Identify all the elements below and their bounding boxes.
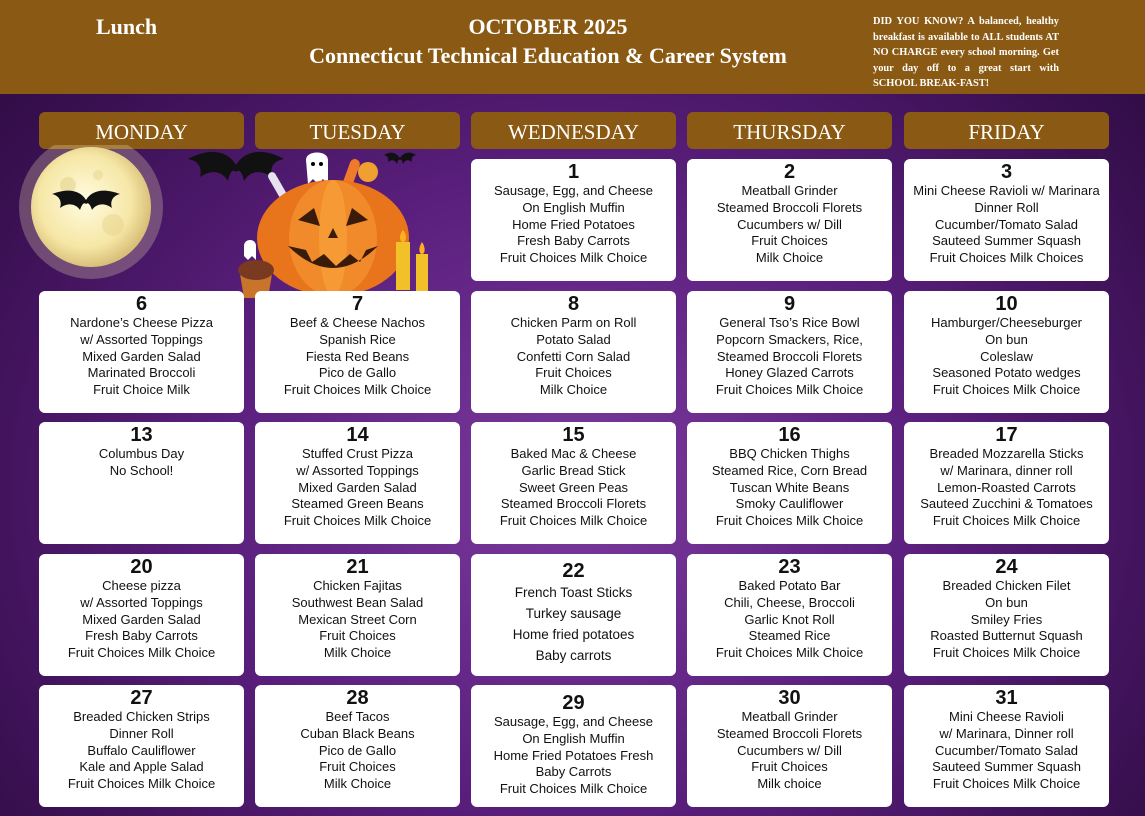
menu-item: Mixed Garden Salad [82,348,201,364]
menu-item: BBQ Chicken Thighs [729,446,850,461]
menu-item: Mini Cheese Ravioli [949,709,1064,724]
menu-item: Baked Mac & Cheese [510,446,637,461]
day-cell-21 [255,554,460,676]
menu-item: w/ Assorted Toppings [80,594,203,610]
menu-item: Chicken Parm on Roll [510,315,637,330]
menu-item: Steamed Rice [748,628,831,644]
day-cell-8 [471,291,676,413]
menu-item: Fruit Choices Milk Choice [283,513,432,529]
menu-item: Cucumbers w/ Dill [737,742,842,758]
menu-item: On English Muffin [522,199,625,215]
breakfast-notice: DID YOU KNOW? A balanced, healthy breakfast is available to ALL students AT NO CHARGE every school morning. Get your day off to a great start with SCHOOL BREAK-FAST! [873,16,1059,89]
day-number: 1 [567,161,580,183]
menu-item: Breaded Chicken Strips [73,709,210,724]
menu-item: Fruit Choices Milk Choice [932,776,1081,792]
menu-item: Popcorn Smackers, Rice, [716,331,863,347]
menu-item: Lemon-Roasted Carrots [937,479,1076,495]
day-cell-23 [687,554,892,676]
day-number: 6 [135,293,148,315]
menu-item: On bun [985,594,1028,610]
calendar-month-title: OCTOBER 2025 [468,14,628,39]
menu-item: Sweet Green Peas [518,479,629,495]
menu-item: Sauteed Summer Squash [932,233,1081,249]
menu-item: Milk Choice [755,250,824,266]
menu-item: Turkey sausage [525,606,622,621]
menu-item: Beef Tacos [325,709,390,724]
menu-item: Mixed Garden Salad [298,479,417,495]
day-cell-16 [687,422,892,544]
day-number: 2 [783,161,796,183]
menu-item: No School! [109,462,174,478]
day-cell-20 [39,554,244,676]
menu-item: Fruit Choices Milk Choice [932,513,1081,529]
menu-item: Chili, Cheese, Broccoli [724,594,855,610]
menu-item: Steamed Rice, Corn Bread [711,462,868,478]
menu-item: Cucumber/Tomato Salad [934,742,1079,758]
menu-item: Cuban Black Beans [300,725,415,741]
menu-item: Chicken Fajitas [313,578,402,593]
day-number: 8 [567,293,580,315]
weekday-header-friday: FRIDAY [904,112,1109,149]
day-cell-22 [471,554,676,676]
day-cell-1 [471,159,676,281]
menu-item: Fiesta Red Beans [305,348,410,364]
menu-item: Steamed Broccoli Florets [500,496,647,512]
day-number: 9 [783,293,796,315]
menu-item: Southwest Bean Salad [291,594,424,610]
menu-item: Fruit Choices [319,759,396,775]
day-cell-30 [687,685,892,807]
menu-item: Fruit Choices [535,365,612,381]
day-cell-9 [687,291,892,413]
day-number: 16 [778,424,801,446]
menu-item: Nardone’s Cheese Pizza [70,315,213,330]
menu-item: Fruit Choices [751,759,828,775]
menu-item: Meatball Grinder [741,183,838,198]
menu-item: Marinated Broccoli [87,365,196,381]
day-number: 10 [995,293,1018,315]
menu-item: On English Muffin [522,730,625,746]
menu-item: Steamed Broccoli Florets [716,725,863,741]
menu-item: Fresh Baby Carrots [85,628,198,644]
menu-item: Fruit Choices Milk Choice [67,645,216,661]
menu-item: Milk choice [757,776,822,792]
menu-item: Beef & Cheese Nachos [289,315,426,330]
day-number: 27 [130,687,153,709]
day-number: 30 [778,687,801,709]
school-system-title: Connecticut Technical Education & Career System [309,43,787,68]
menu-item: Mexican Street Corn [298,611,417,627]
menu-item: Home fried potatoes [512,627,635,642]
weekday-header-tuesday: TUESDAY [255,112,460,149]
day-cell-7 [255,291,460,413]
lunch-label: Lunch [96,14,158,39]
day-cell-24 [904,554,1109,676]
menu-item: Fruit Choices Milk Choice [283,382,432,398]
menu-item: Tuscan White Beans [729,479,850,495]
menu-item: Breaded Chicken Filet [942,578,1071,593]
bat-icon [50,186,122,216]
menu-item: Smiley Fries [970,611,1043,627]
day-cell-17 [904,422,1109,544]
menu-item: Spanish Rice [319,331,396,347]
menu-item: Milk Choice [539,382,608,398]
menu-item: Home Fried Potatoes Fresh [493,747,654,763]
day-cell-14 [255,422,460,544]
menu-item: Sauteed Summer Squash [932,759,1081,775]
menu-item: Fruit Choices Milk Choice [932,382,1081,398]
menu-item: Fruit Choices Milk Choice [499,250,648,266]
menu-item: Fruit Choices Milk Choice [715,513,864,529]
menu-item: Potato Salad [536,331,611,347]
menu-item: Mini Cheese Ravioli w/ Marinara [913,183,1100,198]
day-number: 31 [995,687,1018,709]
day-number: 29 [562,692,585,714]
day-number: 22 [562,560,585,582]
menu-item: w/ Marinara, dinner roll [940,462,1073,478]
menu-item: Steamed Broccoli Florets [716,199,863,215]
menu-item: General Tso’s Rice Bowl [719,315,860,330]
menu-item: Seasoned Potato wedges [932,365,1081,381]
menu-item: Fruit Choices Milk Choice [715,645,864,661]
menu-item: Steamed Green Beans [291,496,424,512]
menu-item: Pico de Gallo [318,742,397,758]
day-number: 28 [346,687,369,709]
menu-item: Honey Glazed Carrots [725,365,854,381]
menu-item: Garlic Bread Stick [521,462,626,478]
menu-item: Coleslaw [980,348,1033,364]
day-cell-15 [471,422,676,544]
menu-item: Cucumber/Tomato Salad [934,216,1079,232]
day-cell-29 [471,685,676,807]
menu-item: Baby carrots [535,648,612,663]
menu-item: Fresh Baby Carrots [517,233,630,249]
menu-item: Fruit Choices Milk Choices [929,250,1084,266]
day-number: 20 [130,556,153,578]
menu-item: Baked Potato Bar [738,578,841,593]
menu-item: Steamed Broccoli Florets [716,348,863,364]
menu-item: Buffalo Cauliflower [87,742,196,758]
menu-item: Pico de Gallo [318,365,397,381]
menu-item: Baby Carrots [535,764,612,780]
day-number: 13 [130,424,153,446]
menu-item: Milk Choice [323,776,392,792]
menu-item: Stuffed Crust Pizza [301,446,414,461]
menu-item: Sausage, Egg, and Cheese [493,714,653,729]
day-number: 3 [1000,161,1013,183]
jack-o-lantern-icon [236,150,446,302]
day-number: 15 [562,424,585,446]
menu-item: Fruit Choices Milk Choice [499,513,648,529]
menu-item: Dinner Roll [974,199,1039,215]
menu-item: Kale and Apple Salad [79,759,204,775]
menu-item: Mixed Garden Salad [82,611,201,627]
menu-item: Fruit Choices Milk Choice [715,382,864,398]
menu-item: Fruit Choices [751,233,828,249]
menu-item: Milk Choice [323,645,392,661]
header-banner [0,0,1145,94]
menu-item: Fruit Choices [319,628,396,644]
menu-item: Hamburger/Cheeseburger [930,315,1083,330]
menu-item: Dinner Roll [109,725,174,741]
weekday-header-thursday: THURSDAY [687,112,892,149]
menu-item: Sauteed Zucchini & Tomatoes [920,496,1093,512]
day-cell-2 [687,159,892,281]
day-cell-10 [904,291,1109,413]
menu-item: Breaded Mozzarella Sticks [929,446,1084,461]
menu-item: Confetti Corn Salad [516,348,631,364]
menu-item: Columbus Day [98,446,185,461]
menu-item: French Toast Sticks [514,585,633,600]
weekday-header-wednesday: WEDNESDAY [471,112,676,149]
day-cell-3 [904,159,1109,281]
menu-item: w/ Assorted Toppings [80,331,203,347]
day-number: 23 [778,556,801,578]
day-number: 7 [351,293,364,315]
day-cell-13 [39,422,244,544]
day-number: 17 [995,424,1018,446]
day-number: 21 [346,556,369,578]
day-cell-28 [255,685,460,807]
menu-item: w/ Assorted Toppings [296,462,419,478]
menu-item: Garlic Knot Roll [744,611,835,627]
menu-item: Meatball Grinder [741,709,838,724]
menu-item: Sausage, Egg, and Cheese [493,183,653,198]
menu-item: Cucumbers w/ Dill [737,216,842,232]
day-number: 24 [995,556,1018,578]
day-number: 14 [346,424,369,446]
day-cell-6 [39,291,244,413]
menu-item: Smoky Cauliflower [735,496,844,512]
weekday-header-monday: MONDAY [39,112,244,149]
menu-item: On bun [985,331,1028,347]
day-cell-27 [39,685,244,807]
menu-item: Fruit Choices Milk Choice [67,776,216,792]
menu-item: Roasted Butternut Squash [930,628,1083,644]
menu-item: Cheese pizza [102,578,181,593]
menu-item: w/ Marinara, Dinner roll [939,725,1074,741]
menu-item: Fruit Choices Milk Choice [499,781,648,797]
menu-item: Home Fried Potatoes [512,216,635,232]
menu-item: Fruit Choice Milk [93,382,190,398]
day-cell-31 [904,685,1109,807]
menu-item: Fruit Choices Milk Choice [932,645,1081,661]
